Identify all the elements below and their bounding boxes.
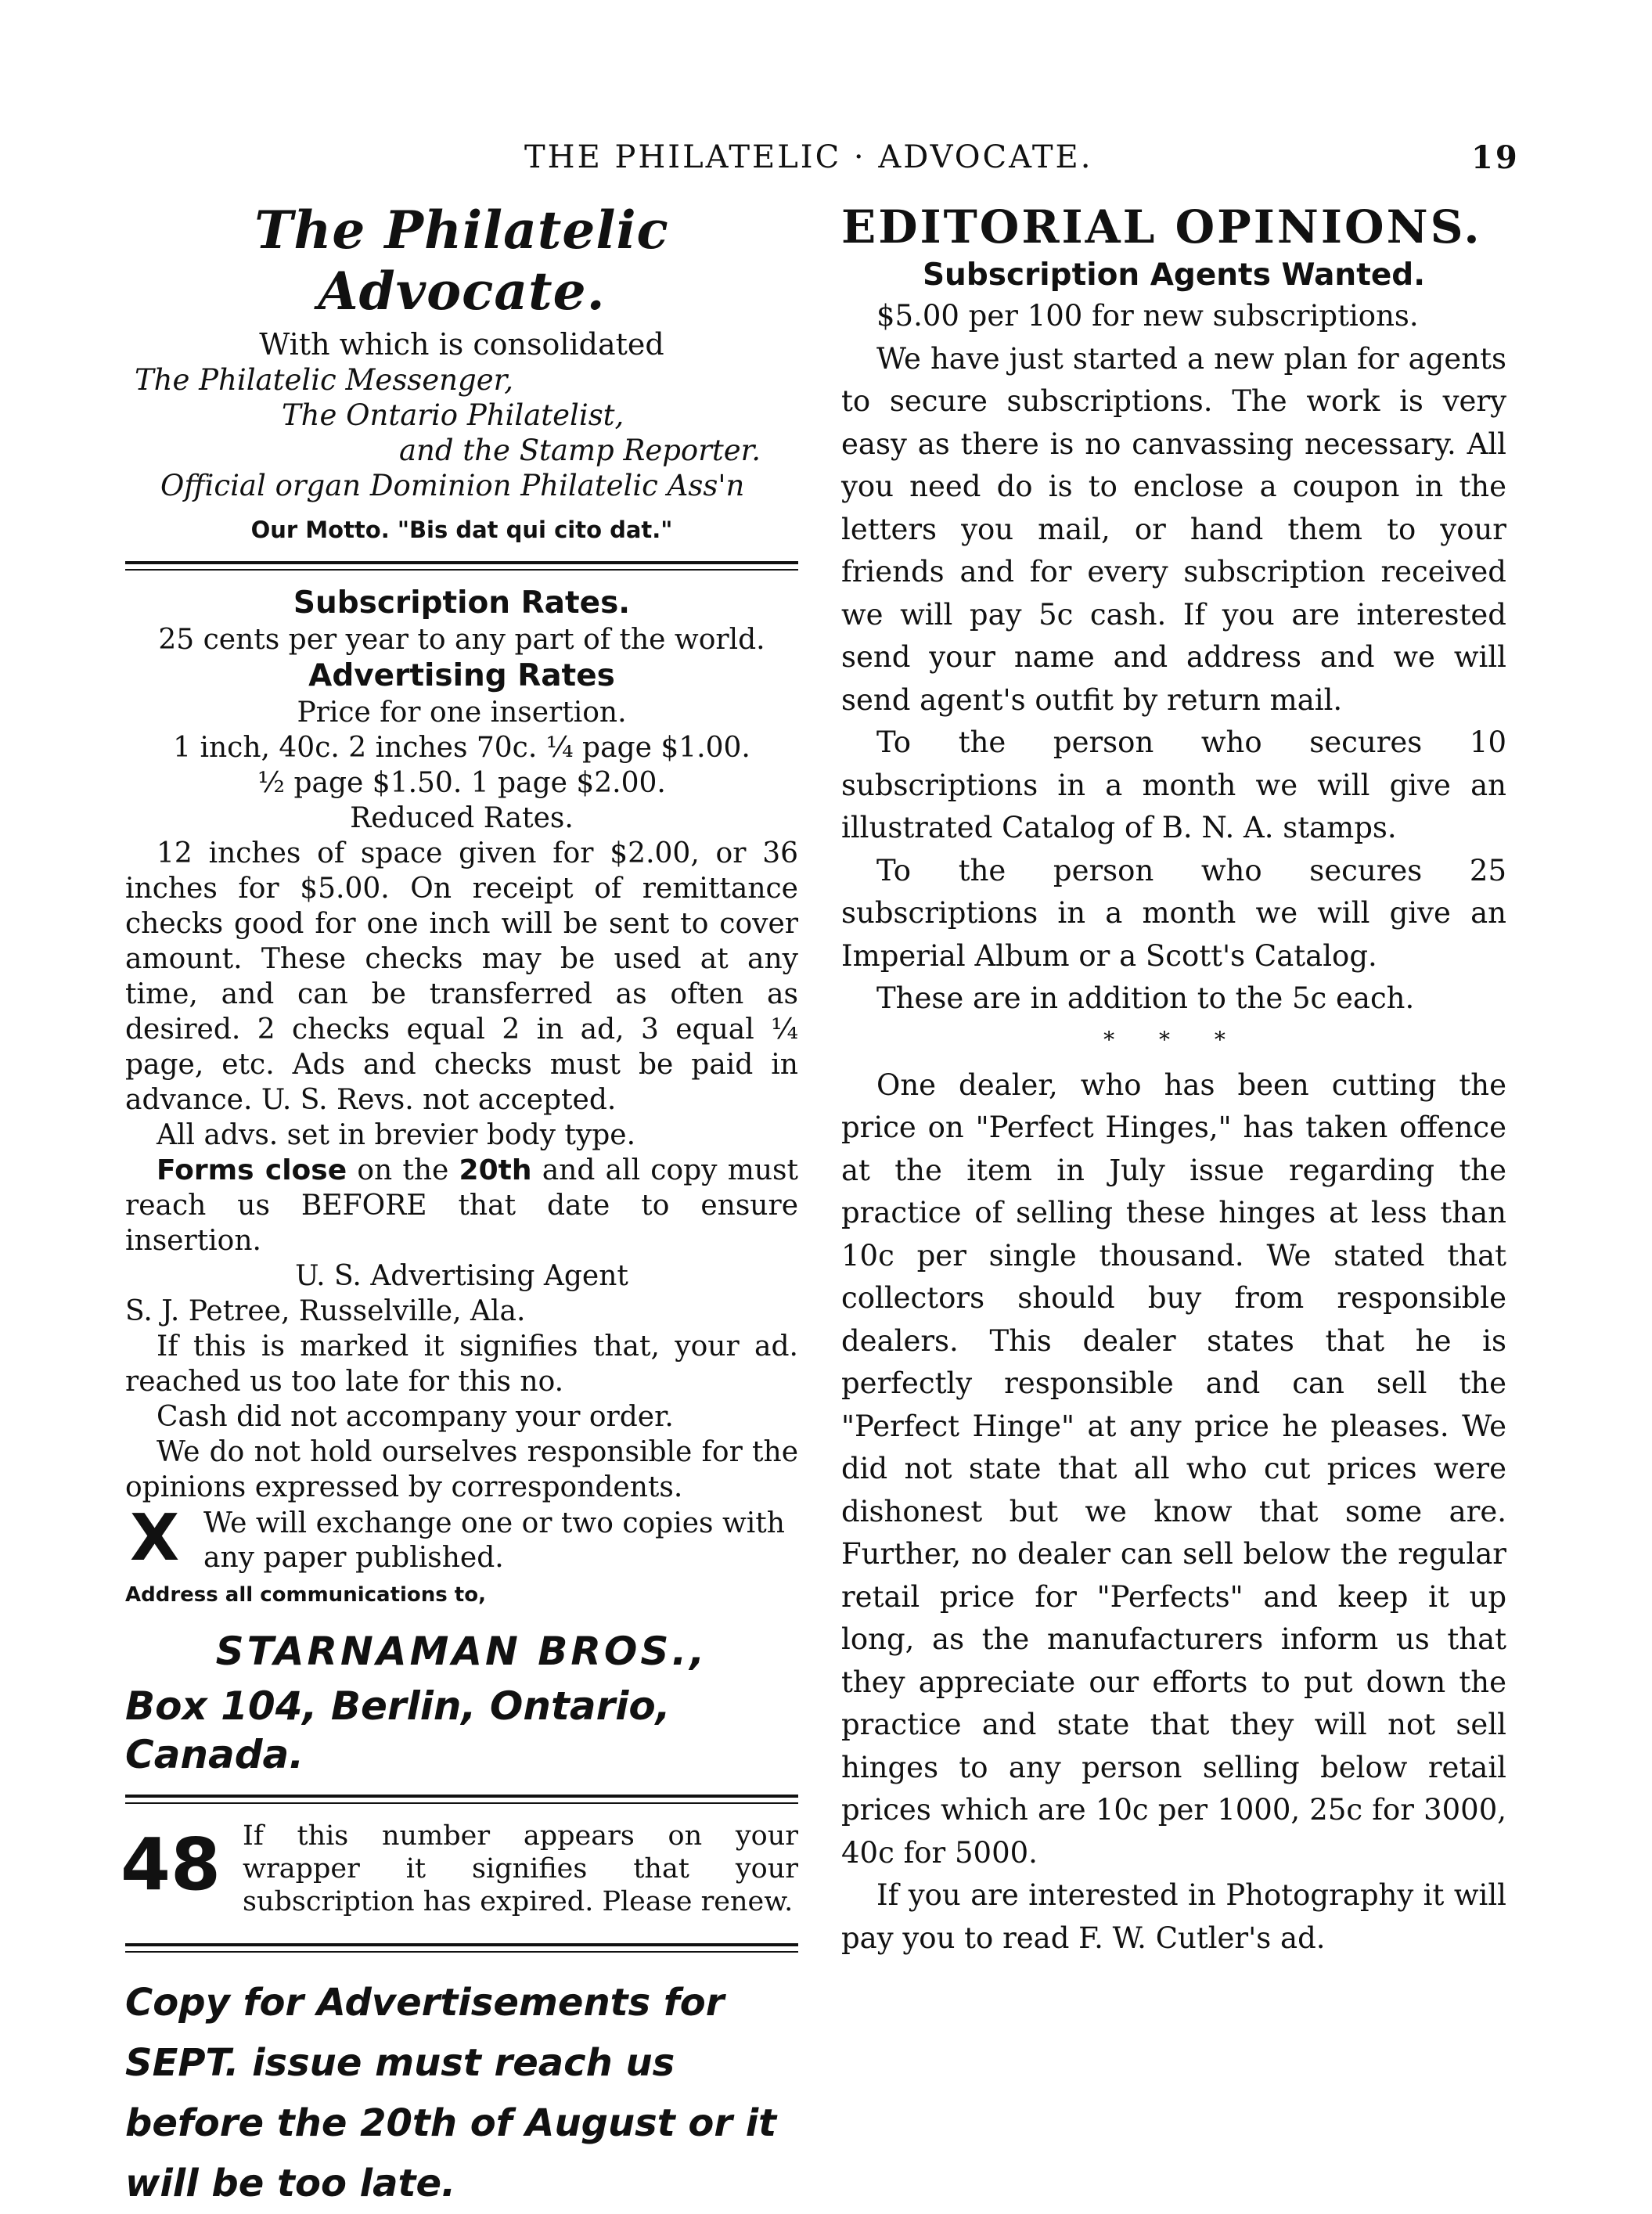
- agent-title: U. S. Advertising Agent: [295, 1260, 628, 1292]
- page-number: 19: [1471, 139, 1520, 176]
- paragraph-ten-subs: To the person who secures 10 subscriptions in a month we will give an illustrated Catalog of B. N. A. stamps.: [841, 725, 1506, 844]
- copy-deadline-note: Copy for Advertisements for SEPT. issue must reach us before the 20th of August or it will be too late.: [125, 1981, 777, 2205]
- forms-close-text: [125, 1153, 798, 1258]
- subscription-text: 25 cents per year to any part of the world.: [158, 624, 765, 656]
- merged-title-2: The Ontario Philatelist,: [282, 398, 624, 432]
- brevier-text: All advs. set in brevier body type.: [157, 1119, 636, 1151]
- forms-close-mid: on the: [347, 1154, 459, 1186]
- subscription-heading: Subscription Rates.: [293, 585, 631, 621]
- paragraph-twentyfive-subs: To the person who secures 25 subscriptions in a month we will give an Imperial Album or a Scott's Catalog.: [841, 853, 1506, 973]
- exchange-notice: [125, 1501, 798, 1577]
- rates-line-1: 1 inch, 40c. 2 inches 70c. ¼ page $1.00.: [173, 732, 750, 764]
- merged-title-1: The Philatelic Messenger,: [135, 363, 513, 397]
- paragraph-hinges: One dealer, who has been cutting the price on "Perfect Hinges," has taken offence at the item in July issue regarding the practice of selling these hinges at less than 10c per single thousand. We stated that collectors should buy from responsible dealers. This dealer states that he is perfectly responsible and can sell the "Perfect Hinge" at any price he pleases. We did not state that all who cut prices were dishonest but we know that some are. Further, no dealer can sell below the regular retail price for "Perfects" and keep it up long, as the manufacturers inform us that they appreciate our efforts to put down the practice and state that they will not sell hinges to any person selling below retail prices which are 10c per 1000, 25c for 3000, 40c for 5000.: [841, 1067, 1506, 1870]
- advertising-heading: Advertising Rates: [308, 658, 615, 693]
- reduced-heading: Reduced Rates.: [350, 802, 574, 834]
- exchange-mark: X: [130, 1501, 180, 1575]
- merged-title-3: and the Stamp Reporter.: [399, 434, 761, 467]
- address-label: Address all communications to,: [125, 1583, 486, 1607]
- exchange-text: We will exchange one or two copies with any paper published.: [203, 1507, 785, 1574]
- cash-notice: Cash did not accompany your order.: [157, 1401, 674, 1433]
- paragraph-addition: These are in addition to the 5c each.: [876, 981, 1415, 1015]
- deadline-day: 20th: [459, 1154, 532, 1186]
- marked-notice: If this is marked it signifies that, your ad. reached us too late for this no.: [125, 1330, 798, 1398]
- rate-line: $5.00 per 100 for new subscriptions.: [876, 299, 1419, 333]
- publisher-name: STARNAMAN BROS.,: [215, 1629, 708, 1674]
- divider-rule: [125, 561, 798, 571]
- expiry-number: 48: [121, 1823, 221, 1906]
- expiry-notice: [121, 1820, 798, 1929]
- right-column: [841, 200, 1506, 1960]
- masthead: The Philatelic Advocate.: [254, 200, 669, 322]
- agents-subheading: Subscription Agents Wanted.: [922, 257, 1426, 293]
- responsibility-notice: We do not hold ourselves responsible for the opinions expressed by correspondents.: [125, 1436, 798, 1503]
- running-title: THE PHILATELIC · ADVOCATE.: [524, 139, 1093, 175]
- editorial-heading: EDITORIAL OPINIONS.: [841, 200, 1482, 254]
- consolidated-line: With which is consolidated: [259, 327, 664, 362]
- publisher-address: Box 104, Berlin, Ontario, Canada.: [125, 1683, 671, 1777]
- paragraph-photography: If you are interested in Photography it will pay you to read F. W. Cutler's ad.: [841, 1878, 1506, 1955]
- forms-close-bold: Forms close: [157, 1154, 347, 1186]
- reduced-text: 12 inches of space given for $2.00, or 36 inches for $5.00. On receipt of remittance checks good for one inch will be sent to cover amount. These checks may be used at any time, and can be transferred as often as desired. 2 checks equal 2 in ad, 3 equal ¼ page, etc. Ads and checks must be paid in advance. U. S. Revs. not accepted.: [125, 837, 798, 1116]
- expiry-text: If this number appears on your wrapper it signifies that your subscription has expired. Please renew.: [243, 1820, 798, 1917]
- divider-rule-3: [125, 1943, 798, 1953]
- price-line: Price for one insertion.: [297, 697, 627, 729]
- agent-name: S. J. Petree, Russelville, Ala.: [125, 1295, 526, 1327]
- section-stars: * * *: [1103, 1026, 1244, 1053]
- official-organ: Official organ Dominion Philatelic Ass'n: [160, 469, 745, 502]
- editorial-body: [841, 295, 1506, 1960]
- rates-line-2: ½ page $1.50. 1 page $2.00.: [257, 767, 666, 799]
- motto: Our Motto. "Bis dat qui cito dat.": [250, 517, 673, 543]
- forms-close-rest: and all copy must reach us BEFORE that date to ensure insertion.: [125, 1154, 798, 1257]
- divider-rule-2: [125, 1795, 798, 1804]
- paragraph-plan: We have just started a new plan for agents to secure subscriptions. The work is very easy as there is no canvassing necessary. All you need do is to enclose a coupon in the letters you mail, or hand them to your friends and for every subscription received we will pay 5c cash. If you are interested send your name and address and we will send agent's outfit by return mail.: [841, 341, 1506, 717]
- left-column: [121, 200, 798, 2214]
